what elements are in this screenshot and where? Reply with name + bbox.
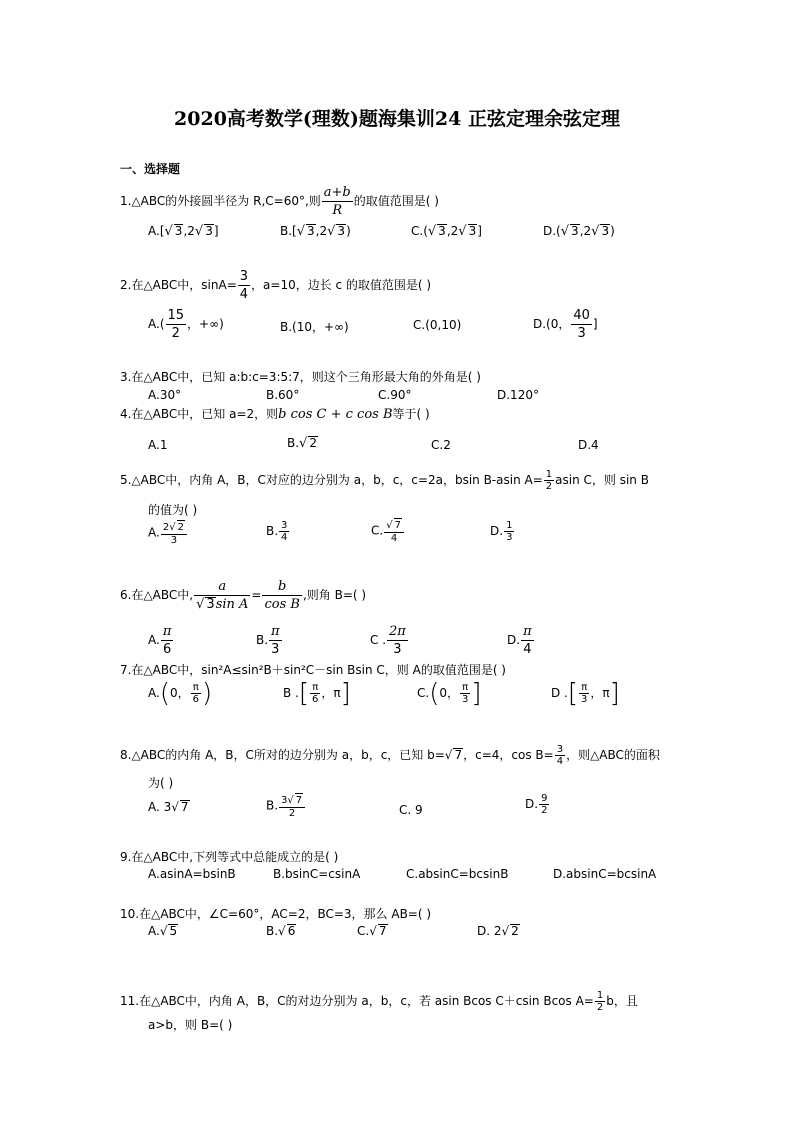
q7-b-den: 6 [312,694,319,705]
q6-rhs-num: b [262,578,301,596]
q6-a-fraction [161,623,174,658]
q6-a-num: π [162,624,172,639]
q10-option-b: B.√ 6 [266,924,296,938]
q4-stem-pre: 4.在△ABC中，已知 a=2，则 [120,407,279,421]
q3-option-d: D.120° [497,388,539,402]
question-8: 8.△ABC的内角 A，B，C所对的边分别为 a，b，c，已知 b=√ 7，c=4，cos B= $\frac{3}{4}$ ，则△ABC的面积 [120,744,660,767]
q5-a-pre: A. [148,525,160,540]
q5-option-a [148,520,188,546]
q1-a-end: ] [213,224,219,238]
q8-d-den: 2 [541,805,548,816]
q1-c-end: ] [477,224,482,238]
q8-stem-line2: 为( ) [148,776,174,790]
q7-c-pre: C. [417,686,430,700]
sqrt-icon: √ [591,224,600,239]
q10-c-rad: 7 [378,924,387,938]
q9-option-a: A.asinA=bsinB [148,867,236,881]
q7-option-b [283,678,351,709]
q5-fraction [544,469,554,492]
q4-b-rad: 2 [309,436,317,450]
q6-d-den: 4 [523,642,532,657]
q5-option-d [490,520,515,543]
q7-b-fraction [310,682,320,705]
q6-b-den: 3 [271,642,280,657]
q2-frac-den: 4 [239,287,249,302]
question-5 [120,469,649,492]
q1-a-post: ,2 [183,224,195,238]
sqrt-icon: √ [296,224,306,239]
q10-option-a: A.√ 5 [148,924,178,938]
sqrt-icon: √ [458,224,467,239]
q6-lhs-num: a [194,578,250,596]
q5-a-num-rad: 2 [177,522,184,533]
q8-frac-den: 4 [556,756,564,767]
q8-stem-pre: 8.△ABC的内角 A，B，C所对的边分别为 a，b，c，已知 b= [120,748,445,762]
q5-b-den: 4 [281,532,288,543]
q8-a-rad: 7 [180,800,189,814]
q2-fraction [238,268,250,303]
question-11 [120,990,638,1013]
left-paren-icon: ( [159,678,170,709]
section-heading: 一、选择题 [120,162,181,176]
q11-fraction [595,990,605,1013]
q7-d-pre: D . [551,686,568,700]
q6-rhs-den: cos B [264,597,300,612]
q1-a-pre: A.[ [148,224,165,238]
q7-a-left: 0， [169,686,190,700]
q10-d-pre: D. 2 [477,924,502,938]
q3-option-c: C.90° [378,388,412,402]
q7-option-c [417,678,482,709]
q10-d-rad: 2 [511,924,519,938]
q5-a-num: 2√ 2 [161,520,187,535]
q6-option-b [256,623,283,658]
left-bracket-icon: [ [567,678,579,709]
q1-frac-num: a+b [323,185,351,200]
q4-option-d: D.4 [578,438,599,452]
q8-stem-post: ，则△ABC的面积 [566,748,660,762]
q11-stem-line2: a>b，则 B=( ) [148,1018,233,1032]
q1-c-post: ,2 [446,224,459,238]
q11-frac-num: 1 [596,990,604,1001]
q5-a-num-pre: 2 [162,522,170,533]
q1-frac-den: R [332,203,343,218]
q5-c-fraction [384,518,404,544]
q2-stem-post: ，a=10，边长 c 的取值范围是( ) [251,278,432,292]
q6-d-num: π [523,624,532,639]
q8-b-pre: B. [266,798,279,813]
q5-d-den: 3 [506,532,513,543]
q4-stem-post: 等于( ) [392,407,430,421]
q5-frac-num: 1 [545,469,553,480]
sqrt-icon: √ [299,436,308,451]
q6-option-d [507,623,535,658]
q7-b-num: π [310,682,320,694]
q8-d-pre: D. [525,797,539,811]
q2-d-fraction [571,307,592,342]
sqrt-icon: √ [560,224,570,239]
q7-c-den: 3 [462,694,469,705]
q9-option-c: C.absinC=bcsinB [406,867,509,881]
q2-d-pre: D.(0， [533,317,571,331]
q5-a-fraction [161,520,187,546]
q6-b-num: π [271,624,280,639]
q1-c-rad1: 3 [438,224,446,238]
q5-d-fraction [504,520,514,543]
q6-lhs-den-rad: 3 [206,597,215,612]
q8-frac-num: 3 [556,744,564,755]
q1-b-pre: B.[ [280,224,297,238]
q4-option-a: A.1 [148,438,168,452]
q10-a-rad: 5 [169,924,178,938]
q1-fraction [322,184,353,219]
question-9: 9.在△ABC中,下列等式中总能成立的是( ) [120,850,339,864]
q2-stem-pre: 2.在△ABC中，sinA= [120,278,237,292]
q4-b-pre: B. [287,436,300,450]
q1-b-post: ,2 [315,224,328,238]
q3-option-a: A.30° [148,388,182,402]
q6-c-pre: C . [370,633,387,647]
q7-c-num: π [460,682,470,694]
q1-d-post: ,2 [579,224,592,238]
q1-a-rad2: 3 [205,224,213,238]
question-4 [120,405,430,424]
q7-d-fraction [579,682,589,705]
q8-option-c: C. 9 [399,803,423,817]
q2-a-fraction [166,307,187,342]
q1-c-rad2: 3 [468,224,477,238]
sqrt-icon: √ [164,224,173,239]
question-7: 7.在△ABC中，sin²A≤sin²B＋sin²C－sin Bsin C，则 A的取值范围是( ) [120,663,506,677]
q10-option-d: D. 2√ 2 [477,924,519,938]
q2-a-pre: A.( [148,317,165,331]
q8-b-fraction [279,793,305,819]
q1-d-rad1: 3 [571,224,579,238]
question-6 [120,578,366,613]
q5-stem-post: asin C，则 sin B [555,473,649,487]
q2-a-post: ，+∞) [187,317,224,331]
q8-stem-rad: 7 [454,748,463,762]
q8-stem-mid: ，c=4，cos B= [463,748,554,762]
q2-option-d [533,307,598,342]
q1-option-b [280,224,351,239]
q2-option-c: C.(0,10) [413,318,462,332]
q2-d-post: ] [592,317,598,331]
q8-option-b [266,793,306,819]
q5-a-den: 3 [170,535,178,546]
q1-b-end: ) [346,224,351,238]
q6-a-den: 6 [162,642,172,657]
q7-d-right: ，π [590,686,610,700]
q6-option-a [148,623,174,658]
q6-stem-pre: 6.在△ABC中, [120,588,194,602]
q8-b-den: 2 [288,808,296,819]
q5-b-fraction [279,520,289,543]
q1-d-end: ) [610,224,615,238]
q11-stem-post: b，且 [606,994,638,1008]
q1-b-rad1: 3 [307,224,315,238]
q8-b-num-pre: 3 [281,795,288,806]
q5-c-den: 4 [390,533,398,544]
q1-c-pre: C.( [411,224,428,238]
q5-b-pre: B. [266,524,279,538]
q7-a-num: π [191,682,201,694]
q1-b-rad2: 3 [337,224,346,238]
q8-option-a: A. 3√ 7 [148,800,189,814]
q6-a-pre: A. [148,633,160,647]
q1-option-c [411,224,482,239]
q8-b-num-rad: 7 [295,795,303,806]
question-3: 3.在△ABC中，已知 a:b:c=3:5:7，则这个三角形最大角的外角是( ) [120,370,481,384]
q1-stem-post: 的取值范围是( ) [353,194,439,208]
q7-d-den: 3 [581,694,588,705]
q5-stem-line2: 的值为( ) [148,503,198,517]
q5-c-num: √ 7 [384,518,404,533]
q1-stem-pre: 1.△ABC的外接圆半径为 R,C=60°,则 [120,194,321,208]
right-paren-icon: ) [201,678,213,709]
q5-c-num-rad: 7 [394,520,401,531]
q10-a-pre: A. [148,924,160,938]
q6-lhs-den-post: sin A [215,597,249,612]
q6-c-num: 2π [389,624,406,639]
q8-d-num: 9 [541,793,548,804]
q5-b-num: 3 [281,520,288,531]
q7-option-a [148,678,213,709]
right-bracket-icon: ] [609,678,620,709]
q7-option-d [551,678,620,709]
q5-option-c [371,518,405,544]
q6-rhs-fraction [262,578,301,613]
q4-option-c: C.2 [431,438,451,452]
left-paren-icon: ( [429,678,440,709]
q6-lhs-fraction [194,578,250,613]
q5-option-b [266,520,290,543]
q7-b-pre: B . [283,686,299,700]
q10-b-rad: 6 [287,924,296,938]
q10-c-pre: C. [357,924,370,938]
q6-c-den: 3 [393,642,402,657]
q2-a-den: 2 [171,326,180,341]
q1-option-d [543,224,615,239]
q2-option-b: B.(10，+∞) [280,320,349,334]
q7-b-right: ，π [321,686,341,700]
q5-c-pre: C. [371,523,384,538]
q9-option-d: D.absinC=bcsinA [553,867,657,881]
q7-a-den: 6 [192,694,199,705]
q7-a-pre: A. [148,686,160,700]
q10-option-c: C.√ 7 [357,924,387,938]
q2-frac-num: 3 [239,269,249,284]
q3-option-b: B.60° [266,388,300,402]
sqrt-icon: √ [194,224,204,239]
q10-b-pre: B. [266,924,279,938]
q7-d-num: π [579,682,589,694]
q6-b-fraction [269,623,282,658]
q1-option-a [148,224,219,239]
q4-expression: b cos C + c cos B [278,407,393,422]
q6-d-fraction [521,623,534,658]
page-title: 2020高考数学(理数)题海集训24 正弦定理余弦定理 [174,108,620,130]
q8-fraction [555,744,565,767]
q6-c-fraction [387,623,408,658]
right-bracket-icon: ] [340,678,351,709]
sqrt-icon: √ [427,224,437,239]
q8-d-fraction [539,793,549,816]
q2-a-num: 15 [167,308,185,323]
q11-stem-pre: 11.在△ABC中，内角 A，B，C的对边分别为 a，b，c，若 asin Bcos C＋csin Bcos A= [120,994,594,1008]
q9-option-b: B.bsinC=csinA [273,867,361,881]
q7-c-left: 0， [439,686,459,700]
q8-option-d [525,793,550,816]
q5-d-pre: D. [490,524,504,538]
q7-a-fraction [191,682,201,705]
sqrt-icon: √ [327,224,336,239]
q5-d-num: 1 [506,520,513,531]
left-bracket-icon: [ [298,678,310,709]
q6-stem-post: ,则角 B=( ) [302,588,367,602]
q1-d-rad2: 3 [601,224,610,238]
question-1 [120,184,439,219]
question-2 [120,268,431,303]
q2-d-num: 40 [573,308,590,323]
q6-lhs-den: √ 3sin A [196,597,249,612]
q5-frac-den: 2 [545,481,553,492]
q1-d-pre: D.( [543,224,561,238]
q2-d-den: 3 [577,326,586,341]
q8-b-num: 3√ 7 [279,793,305,808]
q2-option-a [148,307,224,342]
q8-a-pre: A. 3 [148,800,172,814]
q1-a-rad1: 3 [174,224,183,238]
q6-equals: = [251,588,262,602]
q7-c-fraction [460,682,470,705]
q6-option-c [370,623,409,658]
q6-d-pre: D. [507,633,521,647]
q11-frac-den: 2 [596,1002,604,1013]
right-bracket-icon: ] [471,678,482,709]
q5-stem-pre: 5.△ABC中，内角 A，B，C对应的边分别为 a，b，c，c=2a，bsin B-asin A= [120,473,543,487]
q4-option-b [287,436,318,451]
question-10: 10.在△ABC中，∠C=60°，AC=2，BC=3，那么 AB=( ) [120,907,432,921]
q6-b-pre: B. [256,633,269,647]
